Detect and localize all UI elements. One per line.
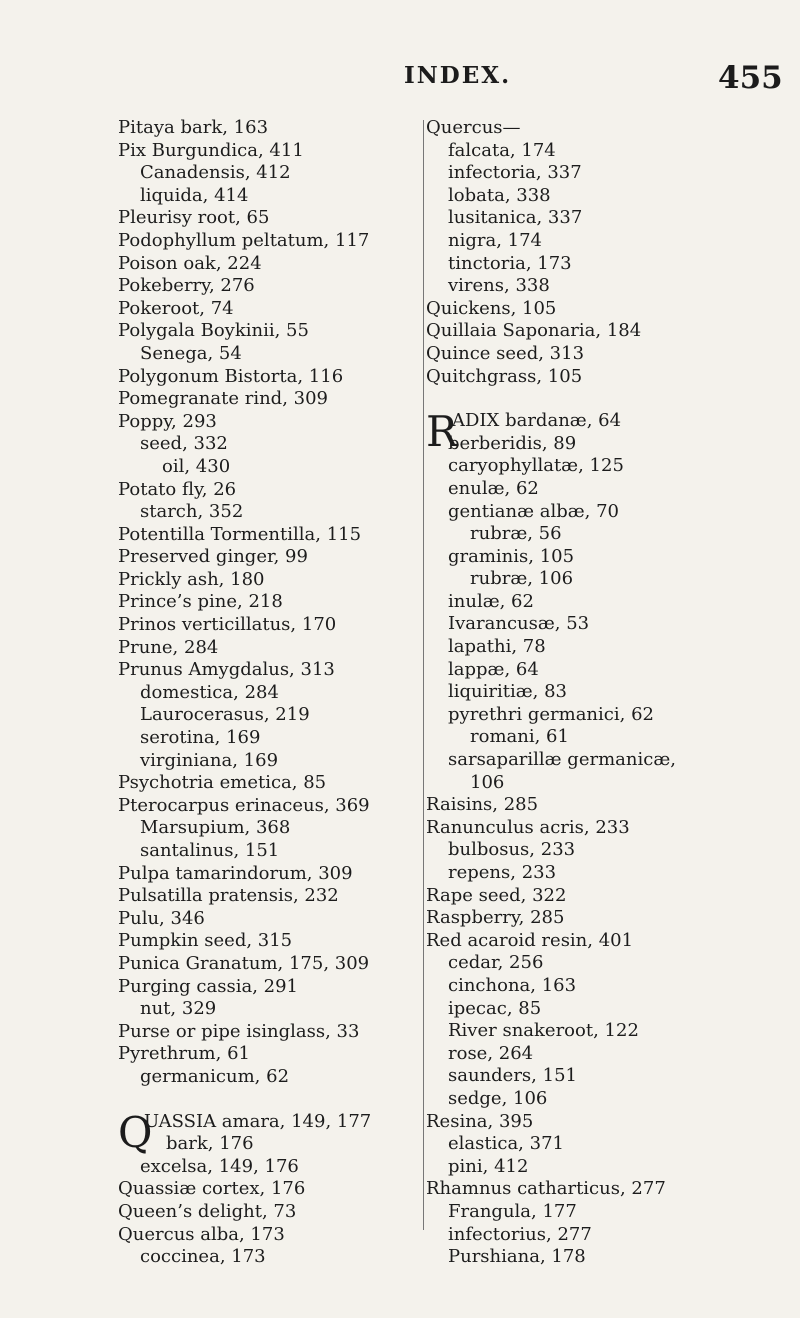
index-subentry: excelsa, 149, 176: [140, 1155, 299, 1177]
index-subentry: graminis, 105: [448, 545, 575, 567]
index-subentry: coccinea, 173: [140, 1246, 266, 1268]
index-entry: Prinos verticillatus, 170: [118, 614, 337, 636]
index-entry: Psychotria emetica, 85: [118, 772, 327, 794]
index-subentry: romani, 61: [470, 726, 569, 748]
index-entry: Poison oak, 224: [118, 252, 262, 274]
section-r: [426, 407, 796, 794]
index-subentry: rubræ, 56: [470, 523, 562, 545]
index-subentry: Ivarancusæ, 53: [448, 613, 590, 635]
index-entry: Preserved ginger, 99: [118, 546, 308, 568]
index-subentry: sarsaparillæ germanicæ,: [448, 749, 676, 771]
index-entry: Queen’s delight, 73: [118, 1200, 297, 1222]
index-subentry: falcata, 174: [448, 139, 556, 161]
index-entry: Potentilla Tormentilla, 115: [118, 523, 362, 545]
index-subentry: bulbosus, 233: [448, 839, 576, 861]
dropcap-letter: R: [426, 407, 458, 457]
index-entry: Quitchgrass, 105: [426, 365, 583, 387]
index-subentry: lapathi, 78: [448, 636, 546, 658]
index-subentry: infectorius, 277: [448, 1223, 592, 1245]
index-subentry: oil, 430: [162, 455, 231, 477]
index-entry: Raspberry, 285: [426, 907, 565, 929]
index-subentry: rose, 264: [448, 1042, 534, 1064]
index-entry: Quassiæ cortex, 176: [118, 1178, 306, 1200]
index-subentry: liquiritiæ, 83: [448, 681, 568, 703]
index-entry: Prunus Amygdalus, 313: [118, 659, 335, 681]
index-entry: Potato fly, 26: [118, 478, 237, 500]
index-entry: Polygonum Bistorta, 116: [118, 365, 344, 387]
index-entry: Prune, 284: [118, 636, 219, 658]
index-entry: Resina, 395: [426, 1110, 534, 1132]
index-subentry: lappæ, 64: [448, 658, 539, 680]
index-subentry: repens, 233: [448, 862, 557, 883]
dropcap-letter: Q: [118, 1107, 153, 1157]
page-header: [0, 60, 800, 100]
index-subentry: domestica, 284: [140, 681, 279, 703]
index-subentry: bark, 176: [166, 1133, 254, 1155]
index-subentry: ipecac, 85: [448, 997, 542, 1019]
running-title: INDEX.: [404, 62, 512, 89]
index-subentry: River snakeroot, 122: [448, 1020, 639, 1042]
right-column: [426, 117, 796, 1269]
index-subentry: rubræ, 106: [470, 568, 574, 590]
index-subentry: Purshiana, 178: [448, 1246, 586, 1268]
index-entry: Pitaya bark, 163: [118, 117, 269, 138]
index-subentry: nigra, 174: [448, 229, 543, 251]
index-subentry: santalinus, 151: [140, 840, 280, 861]
index-subentry: serotina, 169: [140, 727, 261, 749]
index-subentry: Marsupium, 368: [140, 817, 291, 839]
index-entry: Polygala Boykinii, 55: [118, 320, 309, 342]
index-entry: Purging cassia, 291: [118, 975, 298, 997]
index-subentry: saunders, 151: [448, 1065, 577, 1087]
index-entry: Ranunculus acris, 233: [426, 816, 630, 838]
index-entry: Podophyllum peltatum, 117: [118, 229, 370, 251]
index-subentry: cedar, 256: [448, 952, 544, 974]
index-entry: Quillaia Saponaria, 184: [426, 320, 642, 342]
index-subentry: inulæ, 62: [448, 590, 534, 612]
index-entry: Purse or pipe isinglass, 33: [118, 1020, 360, 1042]
index-subentry: elastica, 371: [448, 1133, 564, 1155]
index-entry: Quince seed, 313: [426, 342, 585, 364]
index-entry: Pomegranate rind, 309: [118, 388, 329, 410]
index-entry: Pterocarpus erinaceus, 369: [118, 794, 370, 816]
index-entry: Rhamnus catharticus, 277: [426, 1178, 666, 1200]
index-subentry: Senega, 54: [140, 342, 242, 364]
index-entry: Pulpa tamarindorum, 309: [118, 862, 353, 884]
section-q: [118, 1107, 418, 1269]
index-entry: Quickens, 105: [426, 297, 557, 319]
index-subentry: starch, 352: [140, 501, 244, 523]
index-subentry: nut, 329: [140, 998, 217, 1020]
index-entry: Pleurisy root, 65: [118, 207, 270, 229]
index-entry: Pulsatilla pratensis, 232: [118, 885, 339, 907]
index-entry: ADIX bardanæ, 64: [452, 410, 622, 432]
index-entry: Pokeberry, 276: [118, 275, 255, 297]
index-subentry: virginiana, 169: [140, 749, 279, 771]
index-entry: Pyrethrum, 61: [118, 1043, 250, 1065]
index-entry: Red acaroid resin, 401: [426, 929, 634, 951]
index-entry: Pulu, 346: [118, 907, 205, 929]
page-number: 455: [718, 60, 783, 96]
index-subentry: virens, 338: [448, 275, 550, 297]
index-entry: Prince’s pine, 218: [118, 591, 283, 613]
left-column: [118, 117, 418, 1269]
index-subentry: pyrethri germanici, 62: [448, 703, 654, 725]
index-subentry: lobata, 338: [448, 184, 551, 206]
index-subentry: cinchona, 163: [448, 974, 577, 996]
index-entry: Pumpkin seed, 315: [118, 930, 293, 952]
index-subentry: infectoria, 337: [448, 162, 582, 184]
index-subentry: Frangula, 177: [448, 1200, 577, 1222]
index-subentry: 106: [470, 771, 505, 793]
index-entry: Quercus—: [426, 117, 521, 138]
index-entry: Prickly ash, 180: [118, 568, 265, 590]
index-entry: Pix Burgundica, 411: [118, 139, 304, 161]
index-subentry: berberidis, 89: [448, 432, 577, 454]
index-subentry: lusitanica, 337: [448, 207, 583, 229]
index-subentry: Laurocerasus, 219: [140, 704, 310, 726]
index-subentry: caryophyllatæ, 125: [448, 455, 624, 477]
index-subentry: gentianæ albæ, 70: [448, 500, 619, 522]
index-entry: Pokeroot, 74: [118, 297, 234, 319]
index-entry: Raisins, 285: [426, 794, 539, 816]
index-subentry: germanicum, 62: [140, 1065, 290, 1087]
index-entry: Quercus alba, 173: [118, 1223, 285, 1245]
index-subentry: Canadensis, 412: [140, 162, 291, 184]
index-subentry: sedge, 106: [448, 1087, 548, 1109]
index-subentry: pini, 412: [448, 1155, 529, 1177]
index-entry: Rape seed, 322: [426, 884, 567, 906]
index-subentry: enulæ, 62: [448, 477, 539, 499]
index-entry: Punica Granatum, 175, 309: [118, 952, 370, 974]
index-entry: Poppy, 293: [118, 410, 217, 432]
index-subentry: tinctoria, 173: [448, 252, 572, 274]
index-entry: UASSIA amara, 149, 177: [144, 1110, 372, 1132]
index-subentry: liquida, 414: [140, 184, 249, 206]
index-subentry: seed, 332: [140, 433, 228, 455]
column-divider: [423, 120, 424, 1230]
